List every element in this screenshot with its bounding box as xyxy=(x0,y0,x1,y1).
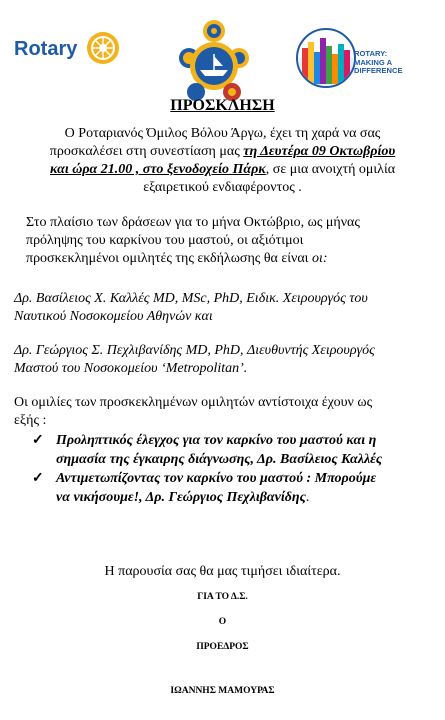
signature-for: ΓΙΑ ΤΟ Δ.Σ. xyxy=(197,592,248,602)
context-text: προσκεκλημένοι ομιλητές της εκδήλωσης θα είναι xyxy=(26,251,312,266)
rotary-wordmark: Rotary xyxy=(14,38,78,60)
speaker-2-line: Δρ. Γεώργιος Σ. Πεχλιβανίδης MD, PhD, Διευθυντής Χειρουργός xyxy=(14,343,375,358)
closing-line: Η παρουσία σας θα μας τιμήσει ιδιαίτερα. xyxy=(104,564,341,579)
topic-2-text: να νικήσουμε!, Δρ. Γεώργιος Πεχλιβανίδης xyxy=(56,490,306,505)
intro-line xyxy=(0,143,445,161)
context-text-italic: οι: xyxy=(311,251,328,266)
making-a-difference-logo xyxy=(296,28,356,88)
signature-article: Ο xyxy=(218,617,227,627)
context-line xyxy=(26,250,328,268)
intro-line: Ο Ροταριανός Όμιλος Βόλου Άργω, έχει τη χαρά να σας xyxy=(64,126,381,141)
checkmark-icon: ✓ xyxy=(32,433,44,448)
checkmark-icon: ✓ xyxy=(32,471,44,486)
speaker-1-line: Δρ. Βασίλειος Χ. Καλλές MD, MSc, PhD, Ειδικ. Χειρουργός του xyxy=(14,291,368,306)
topic-2-line xyxy=(56,489,309,507)
mad-line: ROTARY: xyxy=(354,49,388,58)
topic-1-line: Προληπτικός έλεγχος για τον καρκίνο του μαστού και η xyxy=(56,433,377,448)
signature-name: ΙΩΑΝΝΗΣ ΜΑΜΟΥΡΑΣ xyxy=(170,686,275,696)
mad-line: MAKING A xyxy=(354,57,393,67)
topic-1-line: σημασία της έγκαιρης διάγνωσης, Δρ. Βασίλειος Καλλές xyxy=(56,452,383,467)
context-line: Στο πλαίσιο των δράσεων για το μήνα Οκτώβριο, ως μήνας xyxy=(26,215,360,230)
signature-role: ΠΡΟΕΔΡΟΣ xyxy=(196,642,249,652)
rotary-wheel-icon xyxy=(85,30,121,66)
speaker-1-line: Ναυτικού Νοσοκομείου Αθηνών και xyxy=(14,309,213,324)
intro-line xyxy=(0,161,445,179)
intro-text: , σε μια ανοιχτή ομιλία xyxy=(265,162,396,177)
topics-intro-line: Οι ομιλίες των προσκεκλημένων ομιλητών αντίστοιχα έχουν ως xyxy=(14,395,373,410)
intro-line: εξαιρετικού ενδιαφέροντος . xyxy=(143,180,302,195)
topic-2-line: Αντιμετωπίζοντας τον καρκίνο του μαστού : Μπορούμε xyxy=(56,471,377,486)
event-time-venue: και ώρα 21.00 , στο ξενοδοχείο Πάρκ xyxy=(49,162,266,177)
club-emblem-icon xyxy=(176,18,252,104)
event-date: τη Δευτέρα 09 Οκτωβρίου xyxy=(243,144,396,159)
topic-2-period: . xyxy=(305,490,310,505)
topics-intro-line: εξής : xyxy=(14,413,47,428)
speaker-2-line: Μαστού του Νοσοκομείου ‘Metropolitan’. xyxy=(14,361,248,376)
intro-text: προσκαλέσει στη συνεστίαση μας xyxy=(49,144,244,159)
mad-line: DIFFERENCE xyxy=(354,66,403,75)
page-title: ΠΡΟΣΚΛΗΣΗ xyxy=(170,97,275,114)
making-a-difference-text xyxy=(354,50,403,76)
context-line: πρόληψης του καρκίνου του μαστού, οι αξιότιμοι xyxy=(26,233,304,248)
